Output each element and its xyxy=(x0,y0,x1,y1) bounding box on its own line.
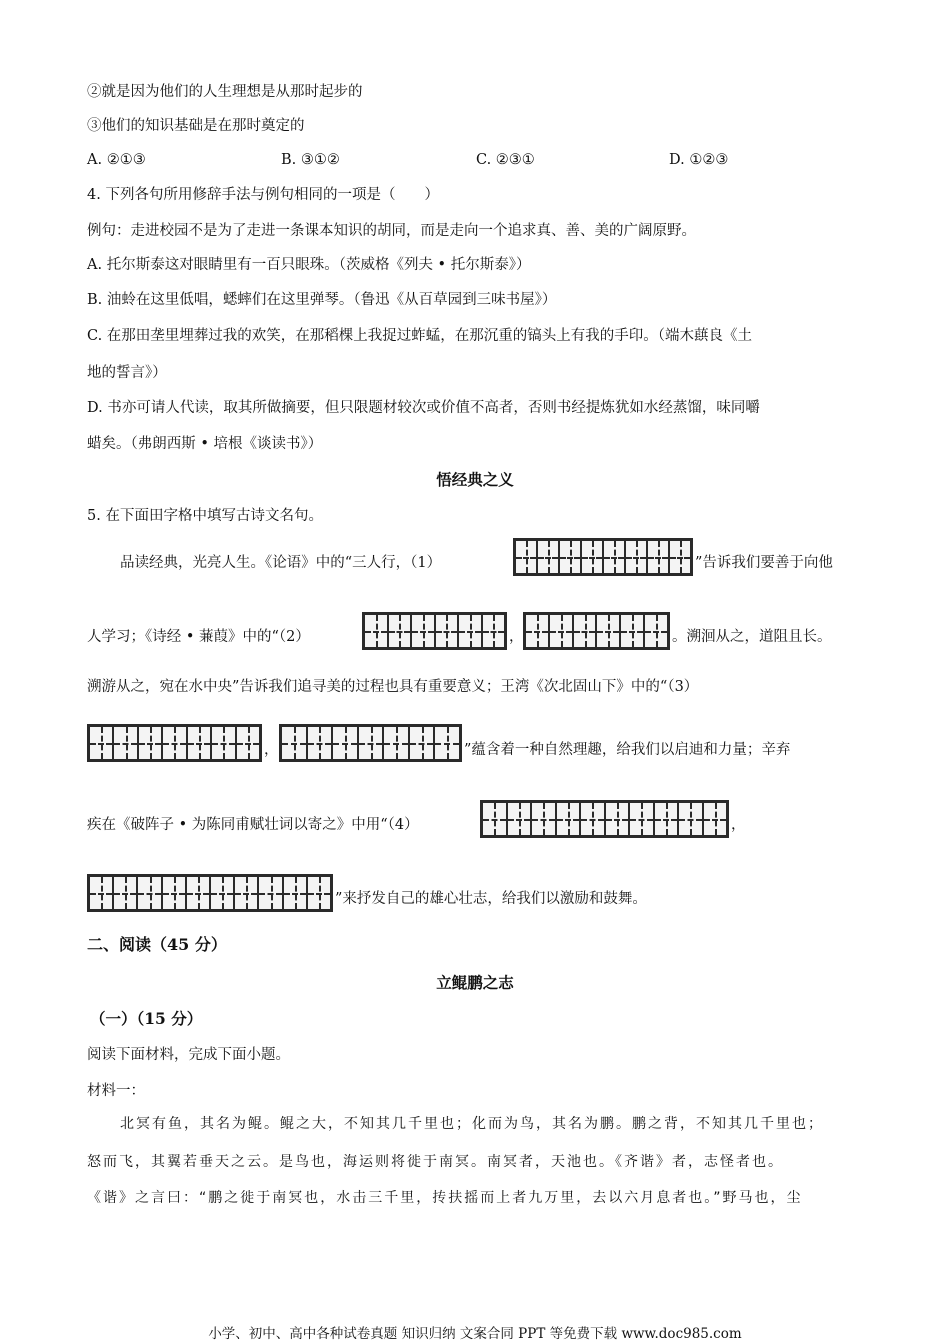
tianzige-answer-1[interactable] xyxy=(513,538,693,576)
q3-option-3: ③他们的知识基础是在那时奠定的 xyxy=(87,118,305,134)
q4-option-d-line2: 蜡矣。（弗朗西斯 • 培根《谈读书》） xyxy=(87,436,323,452)
q5-text-5a: 疾在《破阵子 • 为陈同甫赋壮词以寄之》中用“（4） xyxy=(87,817,419,833)
q5-comma-5: ， xyxy=(731,817,746,833)
part-two-heading: 二、阅读（45 分） xyxy=(87,935,227,954)
material-one-line-3: 《谐》之言曰：“鹏之徙于南冥也，水击三千里，抟扶摇而上者九万里，去以六月息者也。”野马也，尘 xyxy=(87,1190,803,1206)
section-title-ambition: 立鲲鹏之志 xyxy=(436,973,514,992)
q4-option-c-line1: C. 在那田垄里埋葬过我的欢笑，在那稻棵上我捉过蚱蜢，在那沉重的镐头上有我的手印。（端木蕻良《土 xyxy=(87,328,753,344)
q5-text-3: 溯游从之，宛在水中央”告诉我们追寻美的过程也具有重要意义；王湾《次北固山下》中的“（3） xyxy=(87,679,699,695)
q4-option-c-line2: 地的誓言》） xyxy=(87,365,167,381)
tianzige-answer-3a[interactable] xyxy=(87,724,262,762)
tianzige-answer-2b[interactable] xyxy=(523,612,670,650)
material-one-line-1: 北冥有鱼，其名为鲲。鲲之大，不知其几千里也；化而为鸟，其名为鹏。鹏之背，不知其几千里也； xyxy=(120,1116,824,1132)
q5-text-2b: 。溯洄从之，道阻且长。 xyxy=(672,629,832,645)
q4-example: 例句：走进校园不是为了走进一条课本知识的胡同，而是走向一个追求真、善、美的广阔原野。 xyxy=(87,223,696,239)
q4-stem: 4. 下列各句所用修辞手法与例句相同的一项是（ ） xyxy=(87,187,439,203)
reading-instruction: 阅读下面材料，完成下面小题。 xyxy=(87,1047,290,1063)
q5-text-6b: ”来抒发自己的雄心壮志，给我们以激励和鼓舞。 xyxy=(335,891,647,907)
q3-choice-b: B. ③①② xyxy=(281,152,340,168)
q4-option-d-line1: D. 书亦可请人代读，取其所做摘要，但只限题材较次或价值不高者，否则书经提炼犹如水经蒸馏，味同嚼 xyxy=(87,400,760,416)
tianzige-answer-4a[interactable] xyxy=(480,800,729,838)
q3-choice-d: D. ①②③ xyxy=(669,152,729,168)
q3-choice-a: A. ②①③ xyxy=(87,152,146,168)
subsection-one-heading: （一）（15 分） xyxy=(90,1009,203,1028)
q5-comma-2: ， xyxy=(509,629,524,645)
q5-text-1b: ”告诉我们要善于向他 xyxy=(695,555,833,571)
q5-text-4b: ”蕴含着一种自然理趣，给我们以启迪和力量；辛弃 xyxy=(464,742,791,758)
q5-text-2a: 人学习；《诗经 • 蒹葭》中的“（2） xyxy=(87,629,310,645)
page-footer: 小学、初中、高中各种试卷真题 知识归纳 文案合同 PPT 等免费下载 www.doc985.com xyxy=(208,1326,742,1342)
q4-option-a: A. 托尔斯泰这对眼睛里有一百只眼珠。（茨威格《列夫 • 托尔斯泰》） xyxy=(87,257,531,273)
q5-comma-4: ， xyxy=(264,742,279,758)
q5-text-1a: 品读经典，光亮人生。《论语》中的“三人行，（1） xyxy=(120,555,442,571)
tianzige-answer-2a[interactable] xyxy=(362,612,507,650)
material-one-line-2: 怒而飞，其翼若垂天之云。是鸟也，海运则将徙于南冥。南冥者，天池也。《齐谐》者，志怪者也。 xyxy=(87,1154,784,1170)
q4-option-b: B. 油蛉在这里低唱，蟋蟀们在这里弹琴。（鲁迅《从百草园到三味书屋》） xyxy=(87,292,557,308)
q3-option-2: ②就是因为他们的人生理想是从那时起步的 xyxy=(87,84,363,100)
q3-choice-c: C. ②③① xyxy=(476,152,535,168)
q5-stem: 5. 在下面田字格中填写古诗文名句。 xyxy=(87,508,323,524)
material-one-label: 材料一： xyxy=(87,1083,145,1099)
section-title-classic: 悟经典之义 xyxy=(436,470,514,489)
tianzige-answer-3b[interactable] xyxy=(279,724,462,762)
tianzige-answer-4b[interactable] xyxy=(87,874,333,912)
